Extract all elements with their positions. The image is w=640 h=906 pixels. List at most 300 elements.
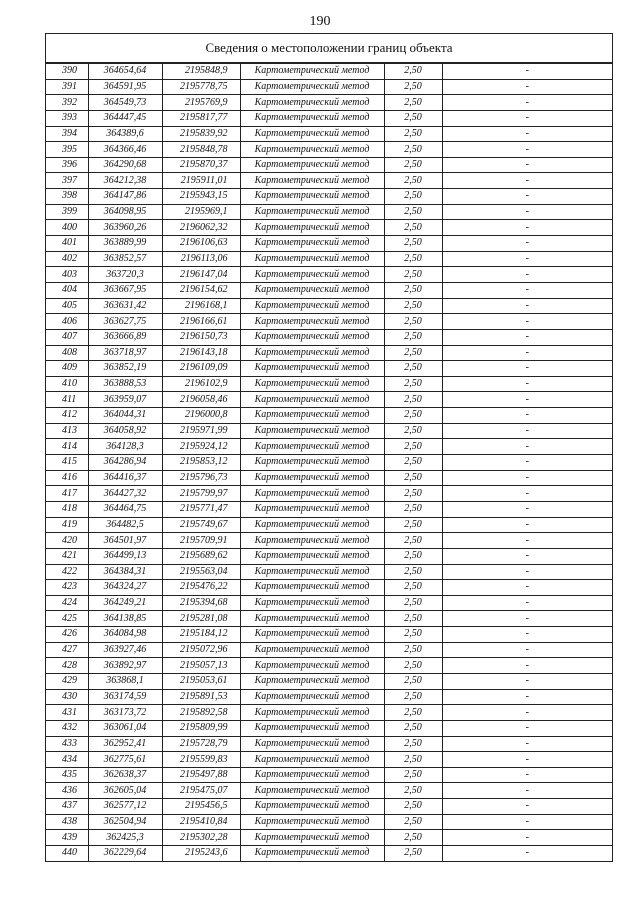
method-cell: Картометрический метод xyxy=(240,580,384,596)
y-coordinate-cell: 2196166,61 xyxy=(162,314,240,330)
description-cell: - xyxy=(442,345,612,361)
x-coordinate-cell: 362425,3 xyxy=(88,830,162,846)
accuracy-cell: 2,50 xyxy=(384,830,442,846)
description-cell: - xyxy=(442,126,612,142)
table-row xyxy=(46,846,612,861)
point-number-cell: 415 xyxy=(46,455,88,471)
description-cell: - xyxy=(442,282,612,298)
point-number-cell: 423 xyxy=(46,580,88,596)
y-coordinate-cell: 2196106,63 xyxy=(162,236,240,252)
y-coordinate-cell: 2195769,9 xyxy=(162,95,240,111)
table-row xyxy=(46,720,612,736)
y-coordinate-cell: 2195848,9 xyxy=(162,64,240,80)
method-cell: Картометрический метод xyxy=(240,470,384,486)
table-row xyxy=(46,110,612,126)
description-cell: - xyxy=(442,752,612,768)
point-number-cell: 407 xyxy=(46,329,88,345)
table-row xyxy=(46,486,612,502)
description-cell: - xyxy=(442,486,612,502)
method-cell: Картометрический метод xyxy=(240,376,384,392)
table-row xyxy=(46,251,612,267)
method-cell: Картометрический метод xyxy=(240,658,384,674)
x-coordinate-cell: 363173,72 xyxy=(88,705,162,721)
point-number-cell: 391 xyxy=(46,79,88,95)
x-coordinate-cell: 363667,95 xyxy=(88,282,162,298)
point-number-cell: 422 xyxy=(46,564,88,580)
table-row xyxy=(46,658,612,674)
x-coordinate-cell: 362638,37 xyxy=(88,767,162,783)
x-coordinate-cell: 363888,53 xyxy=(88,376,162,392)
x-coordinate-cell: 364366,46 xyxy=(88,142,162,158)
table-row xyxy=(46,423,612,439)
x-coordinate-cell: 363868,1 xyxy=(88,673,162,689)
description-cell: - xyxy=(442,392,612,408)
description-cell: - xyxy=(442,846,612,861)
point-number-cell: 428 xyxy=(46,658,88,674)
y-coordinate-cell: 2196058,46 xyxy=(162,392,240,408)
y-coordinate-cell: 2195476,22 xyxy=(162,580,240,596)
table-row xyxy=(46,345,612,361)
table-row xyxy=(46,673,612,689)
method-cell: Картометрический метод xyxy=(240,298,384,314)
y-coordinate-cell: 2195563,04 xyxy=(162,564,240,580)
point-number-cell: 409 xyxy=(46,361,88,377)
accuracy-cell: 2,50 xyxy=(384,470,442,486)
description-cell: - xyxy=(442,658,612,674)
table-row xyxy=(46,157,612,173)
y-coordinate-cell: 2195072,96 xyxy=(162,642,240,658)
table-title: Сведения о местоположении границ объекта xyxy=(46,34,612,63)
x-coordinate-cell: 363889,99 xyxy=(88,236,162,252)
accuracy-cell: 2,50 xyxy=(384,95,442,111)
accuracy-cell: 2,50 xyxy=(384,595,442,611)
description-cell: - xyxy=(442,767,612,783)
accuracy-cell: 2,50 xyxy=(384,846,442,861)
accuracy-cell: 2,50 xyxy=(384,189,442,205)
accuracy-cell: 2,50 xyxy=(384,79,442,95)
method-cell: Картометрический метод xyxy=(240,126,384,142)
x-coordinate-cell: 364447,45 xyxy=(88,110,162,126)
accuracy-cell: 2,50 xyxy=(384,126,442,142)
method-cell: Картометрический метод xyxy=(240,689,384,705)
description-cell: - xyxy=(442,830,612,846)
x-coordinate-cell: 364138,85 xyxy=(88,611,162,627)
table-row xyxy=(46,267,612,283)
table-row xyxy=(46,611,612,627)
method-cell: Картометрический метод xyxy=(240,204,384,220)
y-coordinate-cell: 2196062,32 xyxy=(162,220,240,236)
x-coordinate-cell: 362775,61 xyxy=(88,752,162,768)
accuracy-cell: 2,50 xyxy=(384,267,442,283)
table-row xyxy=(46,392,612,408)
table-row xyxy=(46,173,612,189)
table-row xyxy=(46,642,612,658)
description-cell: - xyxy=(442,95,612,111)
method-cell: Картометрический метод xyxy=(240,173,384,189)
table-row xyxy=(46,314,612,330)
table-row xyxy=(46,564,612,580)
y-coordinate-cell: 2195870,37 xyxy=(162,157,240,173)
description-cell: - xyxy=(442,517,612,533)
x-coordinate-cell: 363720,3 xyxy=(88,267,162,283)
accuracy-cell: 2,50 xyxy=(384,501,442,517)
accuracy-cell: 2,50 xyxy=(384,517,442,533)
y-coordinate-cell: 2195943,15 xyxy=(162,189,240,205)
description-cell: - xyxy=(442,548,612,564)
method-cell: Картометрический метод xyxy=(240,157,384,173)
method-cell: Картометрический метод xyxy=(240,783,384,799)
description-cell: - xyxy=(442,408,612,424)
method-cell: Картометрический метод xyxy=(240,329,384,345)
x-coordinate-cell: 362605,04 xyxy=(88,783,162,799)
description-cell: - xyxy=(442,423,612,439)
x-coordinate-cell: 362577,12 xyxy=(88,799,162,815)
point-number-cell: 433 xyxy=(46,736,88,752)
point-number-cell: 392 xyxy=(46,95,88,111)
x-coordinate-cell: 362229,64 xyxy=(88,846,162,861)
point-number-cell: 418 xyxy=(46,501,88,517)
description-cell: - xyxy=(442,204,612,220)
table-row xyxy=(46,814,612,830)
point-number-cell: 435 xyxy=(46,767,88,783)
y-coordinate-cell: 2195892,58 xyxy=(162,705,240,721)
method-cell: Картометрический метод xyxy=(240,736,384,752)
description-cell: - xyxy=(442,689,612,705)
x-coordinate-cell: 363174,59 xyxy=(88,689,162,705)
y-coordinate-cell: 2195848,78 xyxy=(162,142,240,158)
method-cell: Картометрический метод xyxy=(240,314,384,330)
description-cell: - xyxy=(442,329,612,345)
point-number-cell: 406 xyxy=(46,314,88,330)
description-cell: - xyxy=(442,533,612,549)
x-coordinate-cell: 364058,92 xyxy=(88,423,162,439)
method-cell: Картометрический метод xyxy=(240,423,384,439)
method-cell: Картометрический метод xyxy=(240,673,384,689)
method-cell: Картометрический метод xyxy=(240,408,384,424)
method-cell: Картометрический метод xyxy=(240,799,384,815)
point-number-cell: 424 xyxy=(46,595,88,611)
accuracy-cell: 2,50 xyxy=(384,548,442,564)
description-cell: - xyxy=(442,314,612,330)
accuracy-cell: 2,50 xyxy=(384,705,442,721)
accuracy-cell: 2,50 xyxy=(384,580,442,596)
accuracy-cell: 2,50 xyxy=(384,455,442,471)
accuracy-cell: 2,50 xyxy=(384,282,442,298)
accuracy-cell: 2,50 xyxy=(384,157,442,173)
method-cell: Картометрический метод xyxy=(240,830,384,846)
x-coordinate-cell: 364499,13 xyxy=(88,548,162,564)
description-cell: - xyxy=(442,673,612,689)
x-coordinate-cell: 364389,6 xyxy=(88,126,162,142)
point-number-cell: 401 xyxy=(46,236,88,252)
accuracy-cell: 2,50 xyxy=(384,642,442,658)
y-coordinate-cell: 2195771,47 xyxy=(162,501,240,517)
y-coordinate-cell: 2195799,97 xyxy=(162,486,240,502)
x-coordinate-cell: 364147,86 xyxy=(88,189,162,205)
boundary-table-frame xyxy=(45,33,613,862)
accuracy-cell: 2,50 xyxy=(384,204,442,220)
table-row xyxy=(46,282,612,298)
y-coordinate-cell: 2195778,75 xyxy=(162,79,240,95)
y-coordinate-cell: 2196143,18 xyxy=(162,345,240,361)
table-row xyxy=(46,408,612,424)
x-coordinate-cell: 364286,94 xyxy=(88,455,162,471)
accuracy-cell: 2,50 xyxy=(384,142,442,158)
accuracy-cell: 2,50 xyxy=(384,627,442,643)
point-number-cell: 404 xyxy=(46,282,88,298)
y-coordinate-cell: 2195853,12 xyxy=(162,455,240,471)
x-coordinate-cell: 362952,41 xyxy=(88,736,162,752)
x-coordinate-cell: 363892,97 xyxy=(88,658,162,674)
point-number-cell: 432 xyxy=(46,720,88,736)
point-number-cell: 440 xyxy=(46,846,88,861)
method-cell: Картометрический метод xyxy=(240,642,384,658)
description-cell: - xyxy=(442,236,612,252)
point-number-cell: 398 xyxy=(46,189,88,205)
y-coordinate-cell: 2195281,08 xyxy=(162,611,240,627)
point-number-cell: 417 xyxy=(46,486,88,502)
point-number-cell: 402 xyxy=(46,251,88,267)
y-coordinate-cell: 2195817,77 xyxy=(162,110,240,126)
accuracy-cell: 2,50 xyxy=(384,376,442,392)
method-cell: Картометрический метод xyxy=(240,627,384,643)
accuracy-cell: 2,50 xyxy=(384,533,442,549)
table-row xyxy=(46,236,612,252)
table-row xyxy=(46,64,612,80)
x-coordinate-cell: 364290,68 xyxy=(88,157,162,173)
method-cell: Картометрический метод xyxy=(240,189,384,205)
point-number-cell: 437 xyxy=(46,799,88,815)
y-coordinate-cell: 2196147,04 xyxy=(162,267,240,283)
y-coordinate-cell: 2195971,99 xyxy=(162,423,240,439)
point-number-cell: 420 xyxy=(46,533,88,549)
table-row xyxy=(46,204,612,220)
accuracy-cell: 2,50 xyxy=(384,314,442,330)
point-number-cell: 395 xyxy=(46,142,88,158)
table-row xyxy=(46,517,612,533)
x-coordinate-cell: 364212,38 xyxy=(88,173,162,189)
point-number-cell: 427 xyxy=(46,642,88,658)
accuracy-cell: 2,50 xyxy=(384,564,442,580)
description-cell: - xyxy=(442,64,612,80)
method-cell: Картометрический метод xyxy=(240,95,384,111)
description-cell: - xyxy=(442,79,612,95)
table-row xyxy=(46,126,612,142)
method-cell: Картометрический метод xyxy=(240,251,384,267)
method-cell: Картометрический метод xyxy=(240,814,384,830)
table-row xyxy=(46,736,612,752)
y-coordinate-cell: 2195497,88 xyxy=(162,767,240,783)
accuracy-cell: 2,50 xyxy=(384,361,442,377)
method-cell: Картометрический метод xyxy=(240,548,384,564)
method-cell: Картометрический метод xyxy=(240,439,384,455)
table-row xyxy=(46,470,612,486)
x-coordinate-cell: 363960,26 xyxy=(88,220,162,236)
x-coordinate-cell: 363718,97 xyxy=(88,345,162,361)
description-cell: - xyxy=(442,814,612,830)
description-cell: - xyxy=(442,298,612,314)
method-cell: Картометрический метод xyxy=(240,455,384,471)
table-row xyxy=(46,220,612,236)
y-coordinate-cell: 2195749,67 xyxy=(162,517,240,533)
point-number-cell: 394 xyxy=(46,126,88,142)
table-row xyxy=(46,455,612,471)
x-coordinate-cell: 364128,3 xyxy=(88,439,162,455)
point-number-cell: 436 xyxy=(46,783,88,799)
x-coordinate-cell: 364324,27 xyxy=(88,580,162,596)
coordinates-table xyxy=(46,63,612,861)
y-coordinate-cell: 2196168,1 xyxy=(162,298,240,314)
x-coordinate-cell: 363959,07 xyxy=(88,392,162,408)
point-number-cell: 399 xyxy=(46,204,88,220)
table-row xyxy=(46,189,612,205)
point-number-cell: 412 xyxy=(46,408,88,424)
x-coordinate-cell: 364098,95 xyxy=(88,204,162,220)
y-coordinate-cell: 2195599,83 xyxy=(162,752,240,768)
description-cell: - xyxy=(442,705,612,721)
x-coordinate-cell: 364384,31 xyxy=(88,564,162,580)
x-coordinate-cell: 364549,73 xyxy=(88,95,162,111)
point-number-cell: 410 xyxy=(46,376,88,392)
description-cell: - xyxy=(442,595,612,611)
accuracy-cell: 2,50 xyxy=(384,345,442,361)
accuracy-cell: 2,50 xyxy=(384,814,442,830)
method-cell: Картометрический метод xyxy=(240,79,384,95)
point-number-cell: 390 xyxy=(46,64,88,80)
accuracy-cell: 2,50 xyxy=(384,752,442,768)
accuracy-cell: 2,50 xyxy=(384,689,442,705)
method-cell: Картометрический метод xyxy=(240,142,384,158)
method-cell: Картометрический метод xyxy=(240,720,384,736)
table-row xyxy=(46,689,612,705)
y-coordinate-cell: 2195689,62 xyxy=(162,548,240,564)
method-cell: Картометрический метод xyxy=(240,595,384,611)
table-row xyxy=(46,595,612,611)
point-number-cell: 439 xyxy=(46,830,88,846)
table-row xyxy=(46,627,612,643)
y-coordinate-cell: 2196000,8 xyxy=(162,408,240,424)
method-cell: Картометрический метод xyxy=(240,282,384,298)
accuracy-cell: 2,50 xyxy=(384,392,442,408)
method-cell: Картометрический метод xyxy=(240,267,384,283)
description-cell: - xyxy=(442,736,612,752)
y-coordinate-cell: 2195891,53 xyxy=(162,689,240,705)
x-coordinate-cell: 363852,57 xyxy=(88,251,162,267)
description-cell: - xyxy=(442,642,612,658)
description-cell: - xyxy=(442,439,612,455)
method-cell: Картометрический метод xyxy=(240,705,384,721)
x-coordinate-cell: 364084,98 xyxy=(88,627,162,643)
table-row xyxy=(46,361,612,377)
table-row xyxy=(46,95,612,111)
description-cell: - xyxy=(442,173,612,189)
point-number-cell: 414 xyxy=(46,439,88,455)
x-coordinate-cell: 363061,04 xyxy=(88,720,162,736)
x-coordinate-cell: 363852,19 xyxy=(88,361,162,377)
method-cell: Картометрический метод xyxy=(240,752,384,768)
method-cell: Картометрический метод xyxy=(240,501,384,517)
y-coordinate-cell: 2195302,28 xyxy=(162,830,240,846)
accuracy-cell: 2,50 xyxy=(384,611,442,627)
point-number-cell: 397 xyxy=(46,173,88,189)
y-coordinate-cell: 2196154,62 xyxy=(162,282,240,298)
accuracy-cell: 2,50 xyxy=(384,251,442,267)
x-coordinate-cell: 364482,5 xyxy=(88,517,162,533)
accuracy-cell: 2,50 xyxy=(384,64,442,80)
accuracy-cell: 2,50 xyxy=(384,486,442,502)
method-cell: Картометрический метод xyxy=(240,64,384,80)
y-coordinate-cell: 2196150,73 xyxy=(162,329,240,345)
description-cell: - xyxy=(442,110,612,126)
point-number-cell: 405 xyxy=(46,298,88,314)
point-number-cell: 429 xyxy=(46,673,88,689)
y-coordinate-cell: 2195053,61 xyxy=(162,673,240,689)
table-row xyxy=(46,376,612,392)
x-coordinate-cell: 363631,42 xyxy=(88,298,162,314)
point-number-cell: 411 xyxy=(46,392,88,408)
description-cell: - xyxy=(442,189,612,205)
accuracy-cell: 2,50 xyxy=(384,783,442,799)
accuracy-cell: 2,50 xyxy=(384,423,442,439)
y-coordinate-cell: 2195809,99 xyxy=(162,720,240,736)
point-number-cell: 403 xyxy=(46,267,88,283)
description-cell: - xyxy=(442,376,612,392)
description-cell: - xyxy=(442,799,612,815)
x-coordinate-cell: 364654,64 xyxy=(88,64,162,80)
method-cell: Картометрический метод xyxy=(240,767,384,783)
y-coordinate-cell: 2195410,84 xyxy=(162,814,240,830)
method-cell: Картометрический метод xyxy=(240,361,384,377)
x-coordinate-cell: 364427,32 xyxy=(88,486,162,502)
x-coordinate-cell: 364416,37 xyxy=(88,470,162,486)
x-coordinate-cell: 363627,75 xyxy=(88,314,162,330)
table-row xyxy=(46,79,612,95)
description-cell: - xyxy=(442,580,612,596)
y-coordinate-cell: 2196113,06 xyxy=(162,251,240,267)
method-cell: Картометрический метод xyxy=(240,345,384,361)
table-row xyxy=(46,705,612,721)
accuracy-cell: 2,50 xyxy=(384,658,442,674)
description-cell: - xyxy=(442,361,612,377)
point-number-cell: 425 xyxy=(46,611,88,627)
table-row xyxy=(46,767,612,783)
description-cell: - xyxy=(442,251,612,267)
description-cell: - xyxy=(442,611,612,627)
table-row xyxy=(46,533,612,549)
y-coordinate-cell: 2195969,1 xyxy=(162,204,240,220)
point-number-cell: 431 xyxy=(46,705,88,721)
point-number-cell: 393 xyxy=(46,110,88,126)
table-row xyxy=(46,439,612,455)
y-coordinate-cell: 2195394,68 xyxy=(162,595,240,611)
point-number-cell: 400 xyxy=(46,220,88,236)
description-cell: - xyxy=(442,157,612,173)
method-cell: Картометрический метод xyxy=(240,611,384,627)
description-cell: - xyxy=(442,470,612,486)
table-row xyxy=(46,830,612,846)
description-cell: - xyxy=(442,501,612,517)
y-coordinate-cell: 2195456,5 xyxy=(162,799,240,815)
y-coordinate-cell: 2196102,9 xyxy=(162,376,240,392)
x-coordinate-cell: 364591,95 xyxy=(88,79,162,95)
point-number-cell: 430 xyxy=(46,689,88,705)
x-coordinate-cell: 362504,94 xyxy=(88,814,162,830)
table-row xyxy=(46,298,612,314)
table-row xyxy=(46,752,612,768)
description-cell: - xyxy=(442,564,612,580)
point-number-cell: 438 xyxy=(46,814,88,830)
method-cell: Картометрический метод xyxy=(240,517,384,533)
